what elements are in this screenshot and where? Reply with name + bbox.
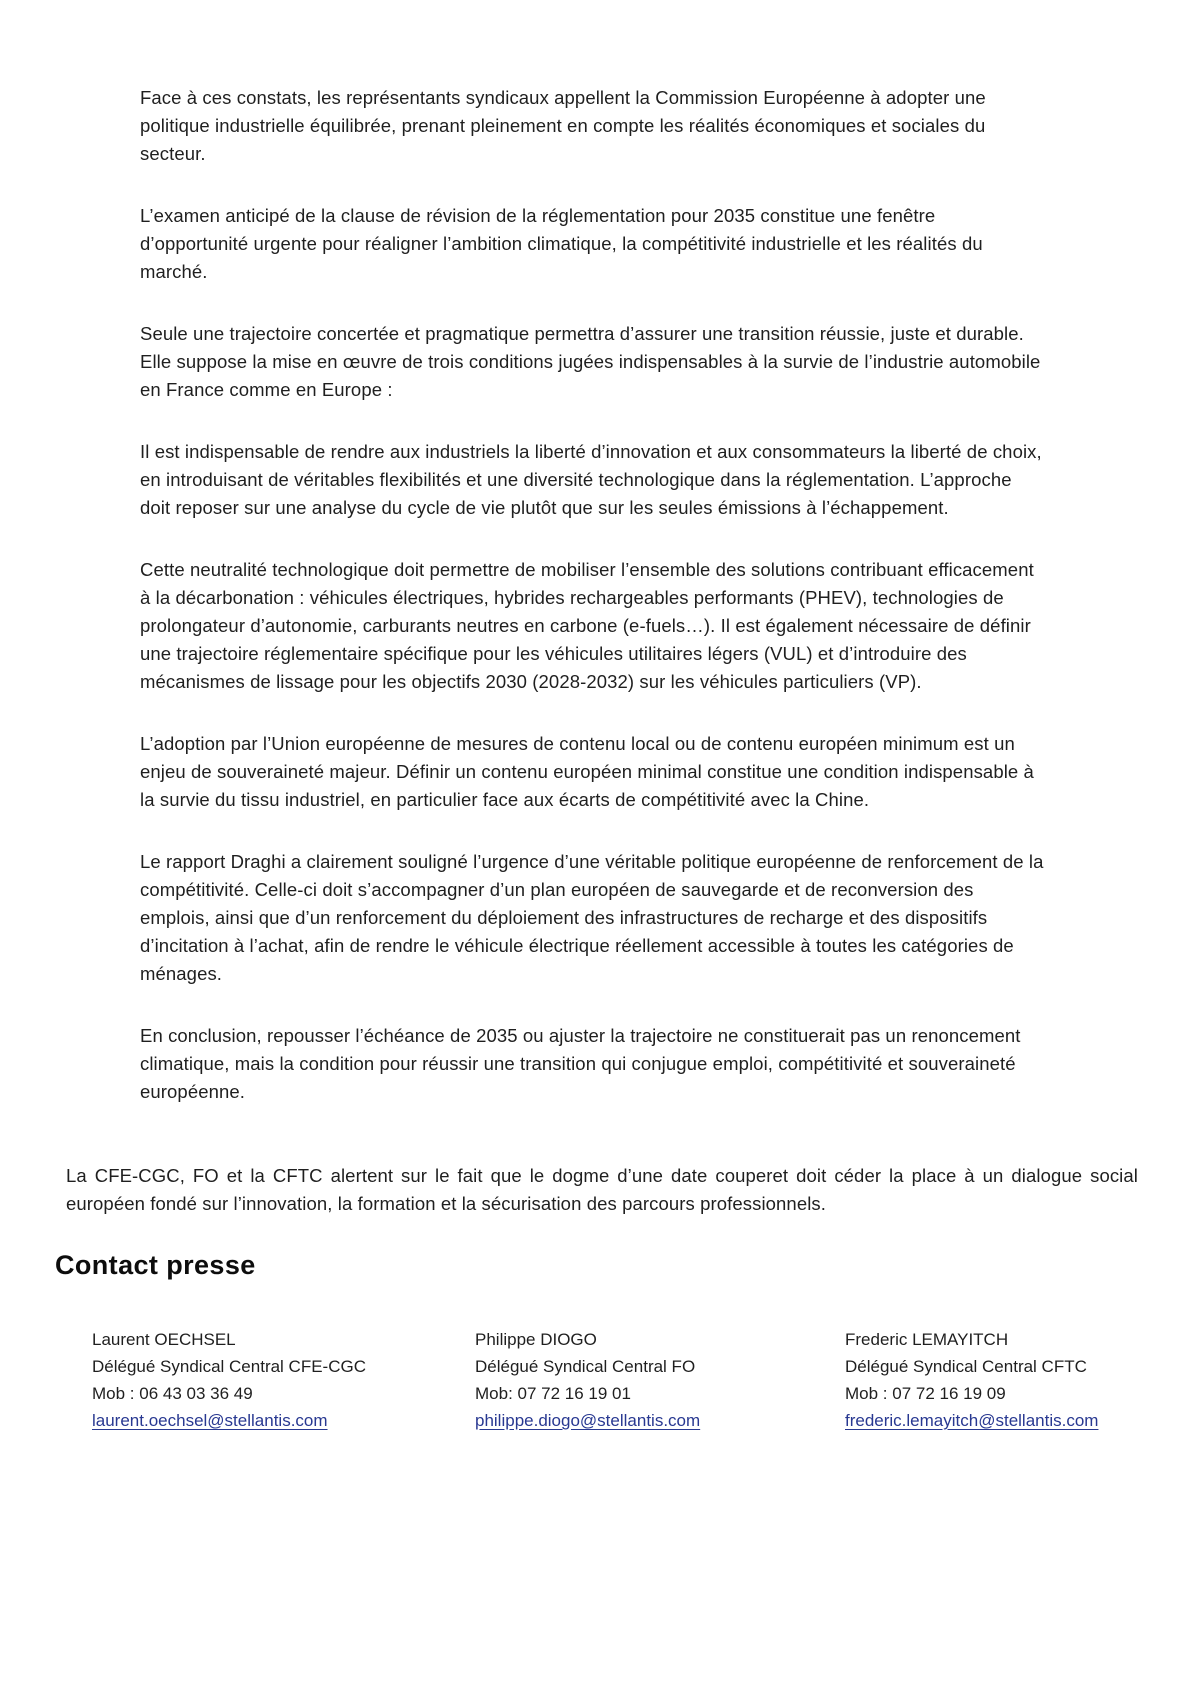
contact-mobile: Mob : 07 72 16 19 09 — [845, 1384, 1006, 1403]
body-paragraph: En conclusion, repousser l’échéance de 2035 ou ajuster la trajectoire ne constituerait pas un renoncement climatique, mais la condition pour réussir une transition qui conjugue emploi, compétitivité et souveraineté européenne. — [140, 1025, 1021, 1102]
press-contacts-section — [92, 1326, 1200, 1434]
contact-title: Délégué Syndical Central FO — [475, 1357, 696, 1376]
contact-email-link[interactable]: frederic.lemayitch@stellantis.com — [845, 1411, 1099, 1430]
contact-email — [845, 1407, 1200, 1434]
contact-email — [475, 1407, 845, 1434]
contact-title: Délégué Syndical Central CFTC — [845, 1357, 1087, 1376]
contact-name: Frederic LEMAYITCH — [845, 1330, 1009, 1349]
body-paragraph: L’examen anticipé de la clause de révision de la réglementation pour 2035 constitue une fenêtre d’opportunité urgente pour réaligner l’ambition climatique, la compétitivité industrielle et les réalités du marché. — [140, 205, 983, 282]
body-paragraph: Cette neutralité technologique doit permettre de mobiliser l’ensemble des solutions contribuant efficacement à la décarbonation : véhicules électriques, hybrides rechargeables performants (PHEV), technologies de prolongateur d’autonomie, carburants neutres en carbone (e-fuels…). Il est également nécessaire de définir une trajectoire réglementaire spécifique pour les véhicules utilitaires légers (VUL) et d’introduire des mécanismes de lissage pour les objectifs 2030 (2028-2032) sur les véhicules particuliers (VP). — [140, 559, 1034, 692]
contact-email-link[interactable]: laurent.oechsel@stellantis.com — [92, 1411, 328, 1430]
body-paragraph: Face à ces constats, les représentants syndicaux appellent la Commission Européenne à adopter une politique industrielle équilibrée, prenant pleinement en compte les réalités économiques et sociales du secteur. — [140, 87, 986, 164]
contact-card — [475, 1326, 845, 1434]
body-paragraph: Seule une trajectoire concertée et pragmatique permettra d’assurer une transition réussie, juste et durable. Elle suppose la mise en œuvre de trois conditions jugées indispensables à la survie de l’industrie automobile en France comme en Europe : — [140, 323, 1041, 400]
contact-name: Laurent OECHSEL — [92, 1330, 236, 1349]
press-contact-heading: Contact presse — [55, 1250, 256, 1280]
contact-title: Délégué Syndical Central CFE-CGC — [92, 1357, 366, 1376]
body-paragraph: Il est indispensable de rendre aux industriels la liberté d’innovation et aux consommateurs la liberté de choix, en introduisant de véritables flexibilités et une diversité technologique dans la réglementation. L’approche doit reposer sur une analyse du cycle de vie plutôt que sur les seules émissions à l’échappement. — [140, 441, 1042, 518]
contact-email-link[interactable]: philippe.diogo@stellantis.com — [475, 1411, 701, 1430]
body-paragraph: L’adoption par l’Union européenne de mesures de contenu local ou de contenu européen minimum est un enjeu de souveraineté majeur. Définir un contenu européen minimal constitue une condition indispensable à la survie du tissu industriel, en particulier face aux écarts de compétitivité avec la Chine. — [140, 733, 1034, 810]
contact-mobile: Mob: 07 72 16 19 01 — [475, 1384, 631, 1403]
contact-email — [92, 1407, 475, 1434]
contact-card — [92, 1326, 475, 1434]
contact-card — [845, 1326, 1200, 1434]
contact-mobile: Mob : 06 43 03 36 49 — [92, 1384, 253, 1403]
alert-paragraph: La CFE-CGC, FO et la CFTC alertent sur le fait que le dogme d’une date couperet doit céder la place à un dialogue social européen fondé sur l’innovation, la formation et la sécurisation des parcours professionnels. — [66, 1165, 1138, 1214]
body-paragraph: Le rapport Draghi a clairement souligné l’urgence d’une véritable politique européenne de renforcement de la compétitivité. Celle-ci doit s’accompagner d’un plan européen de sauvegarde et de reconversion des emplois, ainsi que d’un renforcement du déploiement des infrastructures de recharge et des dispositifs d’incitation à l’achat, afin de rendre le véhicule électrique réellement accessible à toutes les catégories de ménages. — [140, 851, 1044, 984]
contact-name: Philippe DIOGO — [475, 1330, 597, 1349]
